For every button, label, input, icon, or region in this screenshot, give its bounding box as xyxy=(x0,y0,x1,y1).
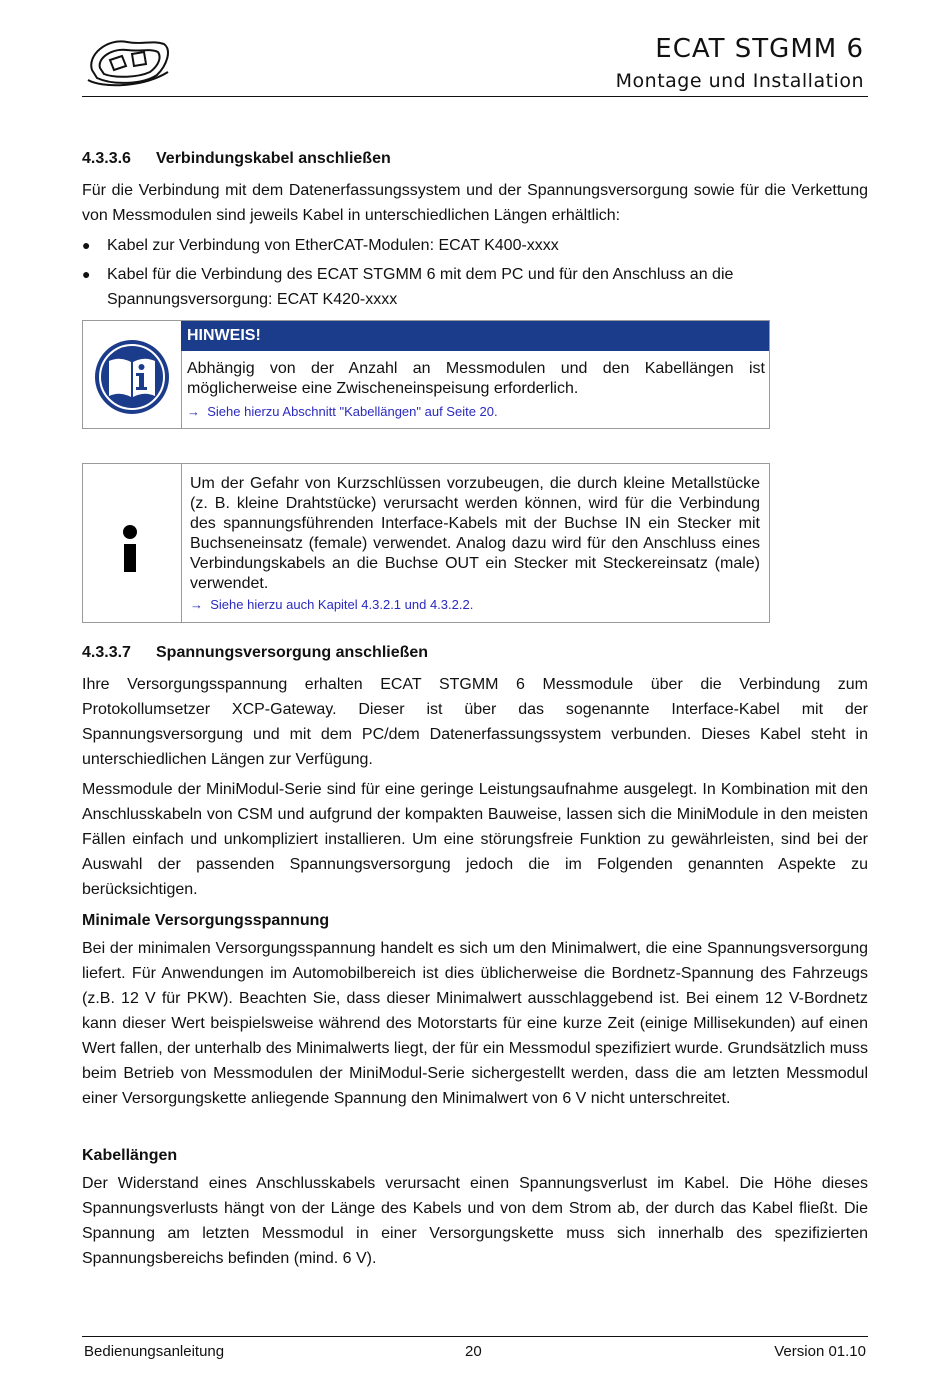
bullet-list xyxy=(82,233,868,316)
subheading: Minimale Versorgungsspannung xyxy=(82,912,330,929)
info-icon-cell xyxy=(83,464,182,622)
section-number: 4.3.3.6 xyxy=(82,150,131,167)
bullet-dot: ● xyxy=(82,266,91,282)
list-item: ● Kabel zur Verbindung von EtherCAT-Modulen: ECAT K400-xxxx xyxy=(82,233,868,258)
arrow-right: → xyxy=(187,404,200,419)
notice-icon-cell xyxy=(83,321,182,428)
section-heading xyxy=(82,150,391,168)
info-i-icon xyxy=(83,464,181,622)
page-number: 20 xyxy=(465,1343,482,1360)
chapter-title: Montage und Installation xyxy=(615,70,864,92)
section-number: 4.3.3.7 xyxy=(82,644,131,661)
paragraph: Messmodule der MiniModul-Serie sind für eine geringe Leistungsaufnahme ausgelegt. In Kombination mit den Anschlusskabeln von CSM und aufgrund der kompakten Bauweise, lassen sich die MiniModule in den meisten Fällen einfach und unkompliziert installieren. Um eine störungsfreie Funktion zu gewährleisten, sind bei der Auswahl der passenden Spannungsversorgung jedoch die im Folgenden genannten Aspekte zu berücksichtigen. xyxy=(82,781,868,898)
footer-doc-type: Bedienungsanleitung xyxy=(84,1343,225,1360)
info-text: Um der Gefahr von Kurzschlüssen vorzubeugen, die durch kleine Metallstücke (z. B. kleine Drahtstücke) verursacht werden können, wird für die Verbindung des spannungsführenden Interface-Kabels mit der Buchse IN ein Stecker mit Buchseneinsatz (female) verwendet. Analog dazu wird für den Anschluss eines Verbindungskabels an die Buchse OUT ein Stecker mit Steckereinsatz (male) verwendet. xyxy=(190,475,760,592)
notice-text: Abhängig von der Anzahl an Messmodulen und den Kabellängen ist möglicherweise eine Zwischeneinspeisung erforderlich. xyxy=(187,360,765,397)
document-title: ECAT STGMM 6 xyxy=(655,34,864,64)
reference-link[interactable]: Siehe hierzu Abschnitt "Kabellängen" auf Seite 20. xyxy=(207,404,498,419)
paragraph: Für die Verbindung mit dem Datenerfassungssystem und der Spannungsversorgung sowie für die Verkettung von Messmodulen sind jeweils Kabel in unterschiedlichen Längen erhältlich: xyxy=(82,182,868,224)
info-reference[interactable] xyxy=(190,597,473,612)
notice-label: HINWEIS! xyxy=(181,321,769,351)
manual-book-info-icon xyxy=(83,321,181,428)
list-item: ● Kabel für die Verbindung des ECAT STGMM 6 mit dem PC und für den Anschluss an die Spannungsversorgung: ECAT K420-xxxx xyxy=(82,262,868,312)
header-divider xyxy=(82,96,868,97)
section-heading xyxy=(82,644,428,662)
footer-divider xyxy=(82,1336,868,1337)
bullet-dot: ● xyxy=(82,237,91,253)
footer-version: Version 01.10 xyxy=(774,1343,866,1360)
arrow-right: → xyxy=(190,597,203,612)
section-title: Spannungsversorgung anschließen xyxy=(156,644,429,661)
subheading: Kabellängen xyxy=(82,1147,178,1164)
info-box xyxy=(82,463,770,623)
notice-box xyxy=(82,320,770,429)
notice-reference[interactable] xyxy=(187,404,498,419)
section-title: Verbindungskabel anschließen xyxy=(156,150,391,167)
company-logo xyxy=(82,30,174,90)
paragraph: Bei der minimalen Versorgungsspannung handelt es sich um den Minimalwert, die eine Spannungsversorgung liefert. Für Anwendungen im Automobilbereich ist dies üblicherweise die Bordnetz-Spannung des Fahrzeugs (z.B. 12 V für PKW). Beachten Sie, dass dieser Minimalwert ausschlaggebend ist. Bei einem 12 V-Bordnetz kann dieser Wert beispielsweise während des Motorstarts für eine kurze Zeit (einige Millisekunden) auf einen Wert fallen, der unterhalb des Minimalwerts liegt, der für ein Messmodul spezifiziert wurde. Grundsätzlich muss beim Betrieb von Messmodulen der MiniModul-Serie sichergestellt werden, dass die am letzten Messmodul einer Versorgungskette anliegende Spannung den Minimalwert von 6 V nicht unterschreitet. xyxy=(82,940,868,1107)
paragraph: Ihre Versorgungsspannung erhalten ECAT STGMM 6 Messmodule über die Verbindung zum Protokollumsetzer XCP-Gateway. Dieser ist über das sogenannte Interface-Kabel mit der Spannungsversorgung und mit dem PC/dem Datenerfassungssystem verbunden. Dieses Kabel steht in unterschiedlichen Längen zur Verfügung. xyxy=(82,676,868,768)
reference-link[interactable]: Siehe hierzu auch Kapitel 4.3.2.1 und 4.3.2.2. xyxy=(210,597,474,612)
paragraph: Der Widerstand eines Anschlusskabels verursacht einen Spannungsverlust im Kabel. Die Höhe dieses Spannungsverlusts hängt von der Länge des Kabels und von dem Strom ab, der durch das Kabel fließt. Die Spannung am letzten Messmodul in einer Versorgungskette muss sich innerhalb des spezifizierten Spannungsbereichs befinden (mind. 6 V). xyxy=(82,1175,868,1267)
